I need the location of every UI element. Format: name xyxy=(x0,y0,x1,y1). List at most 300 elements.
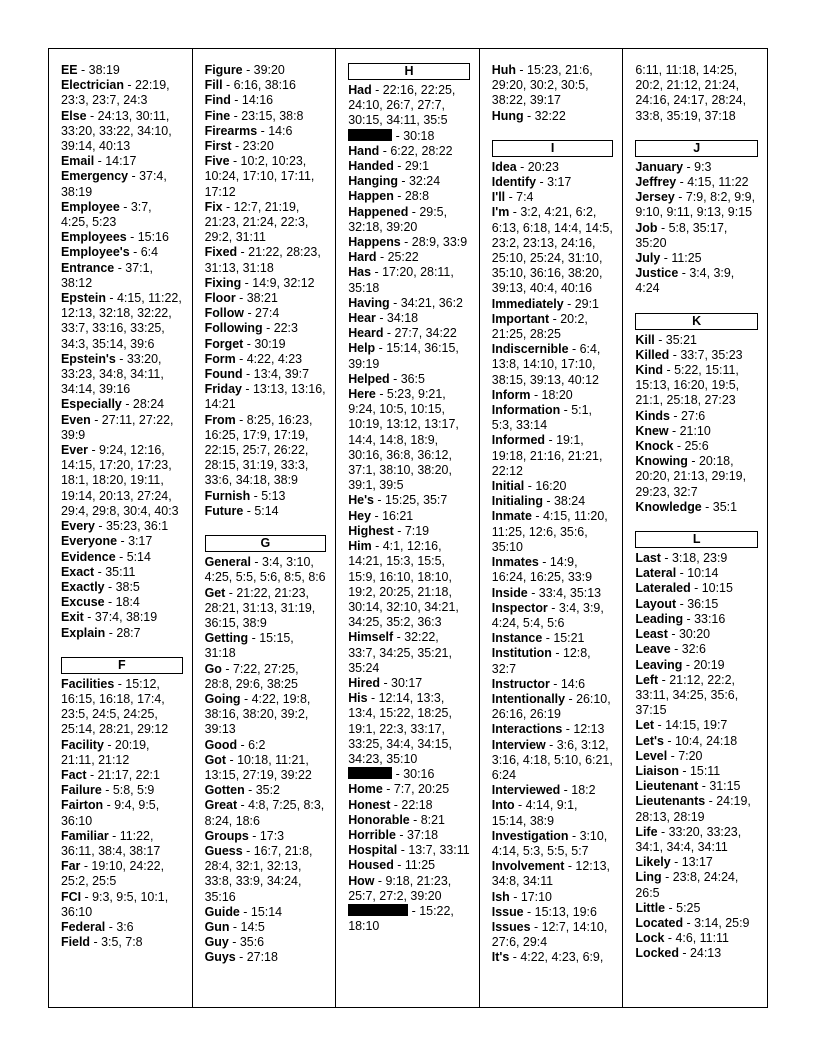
index-entry: Hand - 6:22, 28:22 xyxy=(348,143,453,158)
index-term: Indiscernible xyxy=(491,342,569,357)
index-entry: Kill - 35:21 xyxy=(635,332,697,347)
index-entry: Informed - 19:1, 19:18, 21:16, 21:21, 22:12 xyxy=(491,433,603,478)
index-entry: Jersey - 7:9, 8:2, 9:9, 9:10, 9:11, 9:13, 9:15 xyxy=(635,190,756,220)
index-entry: Go - 7:22, 27:25, 28:8, 29:6, 38:25 xyxy=(204,661,299,691)
page-line-refs: 9:3 xyxy=(694,159,712,174)
index-entry: Firearms - 14:6 xyxy=(204,123,293,138)
page-line-refs: 10:15 xyxy=(701,581,733,596)
index-term: Email xyxy=(61,154,95,169)
page-line-refs: 5:25 xyxy=(676,900,701,915)
index-entry: Job - 5:8, 35:17, 35:20 xyxy=(635,220,728,250)
index-term: January xyxy=(635,159,684,174)
index-term: Ever xyxy=(61,443,88,458)
index-term: Gotten xyxy=(204,783,245,798)
page-line-refs: 4:15, 11:20, 11:25, 12:6, 35:6, 35:10 xyxy=(491,509,608,554)
index-term: Leading xyxy=(635,611,684,626)
index-term: Hired xyxy=(348,675,380,690)
redaction-block xyxy=(348,129,392,141)
index-entry: Little - 5:25 xyxy=(635,900,701,915)
index-term: His xyxy=(348,691,368,706)
index-term: Institution xyxy=(491,646,552,661)
index-term: Into xyxy=(491,798,515,813)
index-term: Housed xyxy=(348,858,394,873)
page-line-refs: 14:5 xyxy=(240,919,265,934)
page-line-refs: 15:16 xyxy=(137,230,169,245)
index-term: Inside xyxy=(491,585,528,600)
index-entry: Interviewed - 18:2 xyxy=(491,783,596,798)
page-line-refs: 8:25, 16:23, 16:25, 17:9, 17:19, 22:15, 25:7, 26:22, 28:15, 31:19, 33:3, 33:6, 34:18, 38:9 xyxy=(204,412,313,488)
index-term: Issue xyxy=(491,904,524,919)
page-line-refs: 12:13, 34:8, 34:11 xyxy=(491,859,611,889)
index-entry: Interview - 3:6, 3:12, 3:16, 4:18, 5:10, 6:21, 6:24 xyxy=(491,737,613,782)
page-line-refs: 23:20 xyxy=(242,139,274,154)
page-line-refs: 31:15 xyxy=(709,779,741,794)
page-line-refs: 17:10 xyxy=(520,889,552,904)
index-entry: Idea - 20:23 xyxy=(491,159,559,174)
index-term: Guide xyxy=(204,904,240,919)
page-line-refs: 14:15, 19:7 xyxy=(665,718,728,733)
page-line-refs: 14:9, 32:12 xyxy=(252,275,315,290)
page-line-refs: 19:10, 24:22, 25:2, 25:5 xyxy=(61,859,165,889)
page-line-refs: 3:18, 23:9 xyxy=(672,551,728,566)
index-term: Jeffrey xyxy=(635,175,677,190)
page-line-refs: 32:22 xyxy=(534,108,566,123)
index-term: Heard xyxy=(348,326,384,341)
index-term: Fairton xyxy=(61,798,104,813)
index-term: Entrance xyxy=(61,260,115,275)
index-entry: Fix - 12:7, 21:19, 21:23, 21:24, 22:3, 29:2, 31:11 xyxy=(204,199,309,245)
index-entry: Forget - 30:19 xyxy=(204,336,286,351)
index-term: Emergency xyxy=(61,169,129,184)
page-line-refs: 29:5, 32:18, 39:20 xyxy=(348,204,448,234)
redaction-block xyxy=(348,767,392,779)
page-line-refs: 39:20 xyxy=(253,63,285,77)
index-term: Him xyxy=(348,539,372,554)
index-term: Horrible xyxy=(348,827,396,842)
index-term: Forget xyxy=(204,336,244,351)
page-line-refs: 4:22, 19:8, 38:16, 38:20, 39:2, 39:13 xyxy=(204,691,311,737)
index-entry: Ish - 17:10 xyxy=(491,889,552,904)
index-entry: Lateraled - 10:15 xyxy=(635,581,733,596)
index-term: Facility xyxy=(61,737,104,752)
index-entry: Getting - 15:15, 31:18 xyxy=(204,631,294,661)
page-line-refs: 37:1, 38:12 xyxy=(61,260,153,290)
page-line-refs: 9:3, 9:5, 10:1, 36:10 xyxy=(61,889,169,919)
index-term: Hung xyxy=(491,108,524,123)
index-term: Far xyxy=(61,859,81,874)
index-entry: Gotten - 35:2 xyxy=(204,783,280,798)
page-line-refs: 3:4, 3:9, 4:24, 5:4, 5:6 xyxy=(491,600,604,630)
index-entry: Every - 35:23, 36:1 xyxy=(61,519,169,534)
index-term: Having xyxy=(348,295,390,310)
index-entry: Handed - 29:1 xyxy=(348,159,430,174)
page-line-refs: 15:22, 18:10 xyxy=(348,903,454,934)
index-term: Hard xyxy=(348,250,377,265)
index-entry: Employee - 3:7, 4:25, 5:23 xyxy=(61,199,152,230)
index-term: Identify xyxy=(491,175,537,190)
index-entry: Housed - 11:25 xyxy=(348,858,436,873)
index-entry: Gun - 14:5 xyxy=(204,919,265,934)
index-term: Got xyxy=(204,752,227,767)
index-entry: Friday - 13:13, 13:16, 14:21 xyxy=(204,382,326,412)
index-entry: Email - 14:17 xyxy=(61,154,137,169)
index-entry: General - 3:4, 3:10, 4:25, 5:5, 5:6, 8:5, 8:6 xyxy=(204,555,326,585)
index-term: Figure xyxy=(204,63,243,77)
index-entry: Helped - 36:5 xyxy=(348,371,425,386)
page-line-refs: 38:21 xyxy=(246,291,278,306)
index-term: Here xyxy=(348,387,376,402)
index-entry: Into - 4:14, 9:1, 15:14, 38:9 xyxy=(491,798,578,828)
index-term: Initial xyxy=(491,479,525,494)
index-term: Huh xyxy=(491,63,516,77)
index-entry: Knowing - 20:18, 20:20, 21:13, 29:19, 29:23, 32:7 xyxy=(635,454,747,499)
index-entry: Five - 10:2, 10:23, 10:24, 17:10, 17:11, 17:12 xyxy=(204,154,315,199)
index-entry: Going - 4:22, 19:8, 38:16, 38:20, 39:2, 39:13 xyxy=(204,691,311,737)
index-term: Federal xyxy=(61,919,106,934)
index-term: Knock xyxy=(635,439,674,454)
index-term: Employees xyxy=(61,230,127,245)
page-line-refs: 21:12, 22:2, 33:11, 34:25, 35:6, 37:15 xyxy=(635,672,739,718)
page-line-refs: 9:18, 21:23, 25:7, 27:2, 39:20 xyxy=(348,873,452,903)
index-term: Important xyxy=(491,311,550,326)
index-term: Knowing xyxy=(635,454,688,469)
index-entry: Fixing - 14:9, 32:12 xyxy=(204,275,315,290)
index-term: Justice xyxy=(635,266,679,281)
index-term: Layout xyxy=(635,596,677,611)
index-entry: Honest - 22:18 xyxy=(348,797,433,812)
index-term: Great xyxy=(204,798,238,813)
page-line-refs: 3:10, 4:14, 5:3, 5:5, 5:7 xyxy=(491,828,608,858)
index-entry: Found - 13:4, 39:7 xyxy=(204,367,309,382)
page-line-refs: 25:22 xyxy=(387,250,419,265)
page-line-refs: 33:20, 33:23, 34:1, 34:4, 34:11 xyxy=(635,824,742,854)
index-term: Employee xyxy=(61,199,120,214)
index-entry: Exit - 37:4, 38:19 xyxy=(61,610,158,625)
index-entry: Future - 5:14 xyxy=(204,503,279,518)
index-term: Honest xyxy=(348,797,391,812)
page-line-refs: 6:2 xyxy=(248,737,266,752)
index-entry: Good - 6:2 xyxy=(204,737,266,752)
page-line-refs: 35:21 xyxy=(665,332,697,347)
index-entry: Ling - 23:8, 24:24, 26:5 xyxy=(635,870,739,900)
page-line-refs: 12:7, 21:19, 21:23, 21:24, 22:3, 29:2, 31:11 xyxy=(204,199,309,245)
index-entry: Emergency - 37:4, 38:19 xyxy=(61,169,167,199)
index-term: Firearms xyxy=(204,123,258,138)
index-term: Hanging xyxy=(348,174,398,189)
index-column-3 xyxy=(336,49,480,1007)
page-line-refs: 21:22, 28:23, 31:13, 31:18 xyxy=(204,245,321,275)
page-line-refs: 3:4, 3:9, 4:24 xyxy=(635,266,735,296)
page-line-refs: 10:2, 10:23, 10:24, 17:10, 17:11, 17:12 xyxy=(204,154,315,199)
page-line-refs: 29:1 xyxy=(574,296,599,311)
page-line-refs: 13:7, 33:11 xyxy=(408,843,470,858)
index-entry: Important - 20:2, 21:25, 28:25 xyxy=(491,311,588,342)
index-entry: Has - 17:20, 28:11, 35:18 xyxy=(348,265,454,295)
index-term: Every xyxy=(61,519,95,534)
index-term: It's xyxy=(491,950,510,965)
index-entry: Knock - 25:6 xyxy=(635,439,709,454)
index-term: Guy xyxy=(204,935,229,950)
index-entry: Else - 24:13, 30:11, 33:20, 33:22, 34:10, 39:14, 40:13 xyxy=(61,108,172,154)
page-line-refs: 11:25 xyxy=(404,858,436,873)
index-entry: Hey - 16:21 xyxy=(348,508,414,523)
page-line-refs: 7:7, 20:25 xyxy=(393,782,450,797)
page-line-refs: 28:9, 33:9 xyxy=(411,235,468,250)
page-line-refs: 3:2, 4:21, 6:2, 6:13, 6:18, 14:4, 14:5, 23:2, 23:13, 24:16, 25:10, 25:24, 31:10, 35:10, 36:16, 38:20, 39:13, 40:4, 40:16 xyxy=(491,205,613,296)
index-entry: Entrance - 37:1, 38:12 xyxy=(61,260,153,290)
page-line-refs: 14:17 xyxy=(105,154,137,169)
index-column-2 xyxy=(193,49,337,1007)
index-entry: Happened - 29:5, 32:18, 39:20 xyxy=(348,204,448,234)
index-entry: Immediately - 29:1 xyxy=(491,296,599,311)
index-term: Exit xyxy=(61,610,84,625)
index-term: Happens xyxy=(348,235,401,250)
index-entry: Hung - 32:22 xyxy=(491,108,566,123)
index-entry: Facilities - 15:12, 16:15, 16:18, 17:4, 23:5, 24:5, 24:25, 25:14, 28:21, 29:12 xyxy=(61,676,169,737)
page-line-refs: 18:20 xyxy=(541,387,573,402)
index-term: Getting xyxy=(204,631,249,646)
page-line-refs: 11:25 xyxy=(671,251,702,266)
index-entry: How - 9:18, 21:23, 25:7, 27:2, 39:20 xyxy=(348,873,452,903)
index-entry: Knew - 21:10 xyxy=(635,423,711,438)
index-term: I'm xyxy=(491,205,510,220)
page-line-refs: 21:10 xyxy=(679,423,711,438)
index-entry: Likely - 13:17 xyxy=(635,855,713,870)
index-entry: Help - 15:14, 36:15, 39:19 xyxy=(348,341,459,371)
index-entry: Last - 3:18, 23:9 xyxy=(635,551,728,566)
index-term: Idea xyxy=(491,159,517,174)
index-term: Level xyxy=(635,748,668,763)
page-line-refs: 4:15, 11:22, 12:13, 32:18, 32:22, 33:7, 33:16, 33:25, 34:3, 35:14, 39:6 xyxy=(61,291,182,351)
index-entry: Locked - 24:13 xyxy=(635,946,722,961)
index-entry: From - 8:25, 16:23, 16:25, 17:9, 17:19, 22:15, 25:7, 26:22, 28:15, 31:19, 33:3, 33:6, 34:18, 38:9 xyxy=(204,412,313,488)
index-term: Has xyxy=(348,265,372,280)
index-term: Knew xyxy=(635,423,669,438)
index-term: Lock xyxy=(635,931,665,946)
index-entry: Figure - 39:20 xyxy=(204,63,285,77)
page-line-refs: 9:24, 12:16, 14:15, 17:20, 17:23, 18:1, 18:20, 19:11, 19:14, 20:13, 27:24, 29:4, 29:8, 30:4, 40:3 xyxy=(61,443,179,518)
page-line-refs: 34:21, 36:2 xyxy=(400,295,463,310)
index-entry: Epstein's - 33:20, 33:23, 34:8, 34:11, 34:14, 39:16 xyxy=(61,351,164,397)
index-term: Everyone xyxy=(61,534,117,549)
index-term: Lateraled xyxy=(635,581,691,596)
page-line-refs: 3:5, 7:8 xyxy=(101,935,143,950)
page-line-refs: 32:24 xyxy=(409,174,441,189)
page-line-refs: 16:21 xyxy=(382,508,414,523)
page-line-refs: 26:10, 26:16, 26:19 xyxy=(491,691,611,722)
page-line-refs: 38:19 xyxy=(88,63,120,77)
index-entry: Floor - 38:21 xyxy=(204,291,278,306)
index-term: Investigation xyxy=(491,828,569,843)
index-entry: Interactions - 12:13 xyxy=(491,722,605,737)
page-line-refs: 5:8, 5:9 xyxy=(112,783,155,798)
page-line-refs: 28:7 xyxy=(116,625,141,640)
index-entry: Investigation - 3:10, 4:14, 5:3, 5:5, 5:7 xyxy=(491,828,608,858)
index-entry: Knowledge - 35:1 xyxy=(635,499,737,514)
index-term: Guys xyxy=(204,950,236,965)
index-term: Hand xyxy=(348,143,380,158)
page-line-refs: 15:21 xyxy=(553,631,585,646)
index-entry: Liaison - 15:11 xyxy=(635,763,721,778)
page-line-refs: 30:19 xyxy=(254,336,286,351)
page-line-refs: 37:4, 38:19 xyxy=(94,610,158,625)
index-entry: Great - 4:8, 7:25, 8:3, 8:24, 18:6 xyxy=(204,798,325,828)
index-column-4 xyxy=(480,49,624,1007)
index-entry: Field - 3:5, 7:8 xyxy=(61,935,143,950)
index-term: General xyxy=(204,555,251,570)
index-term: Five xyxy=(204,154,230,169)
index-entry: Here - 5:23, 9:21, 9:24, 10:5, 10:15, 10:19, 13:12, 13:17, 14:4, 14:8, 18:9, 30:16, 36:8, 36:12, 37:1, 38:10, 38:20, 39:1, 39:5 xyxy=(348,387,459,493)
page-line-refs: 3:6 xyxy=(116,919,134,934)
index-entry: Inspector - 3:4, 3:9, 4:24, 5:4, 5:6 xyxy=(491,600,604,630)
index-entry: Explain - 28:7 xyxy=(61,625,141,640)
index-term: Fixing xyxy=(204,275,242,290)
index-entry: Ever - 9:24, 12:16, 14:15, 17:20, 17:23, 18:1, 18:20, 19:11, 19:14, 20:13, 27:24, 29:4, 29:8, 30:4, 40:3 xyxy=(61,443,179,518)
page-line-refs: 16:7, 21:8, 28:4, 32:1, 32:13, 33:8, 33:9, 34:24, 35:16 xyxy=(204,843,313,904)
index-entry: Had - 22:16, 22:25, 24:10, 26:7, 27:7, 30:15, 34:11, 35:5 xyxy=(348,83,456,128)
index-term: Initialing xyxy=(491,494,543,509)
page-line-refs: 35:11 xyxy=(105,564,136,579)
page-line-refs: 10:18, 11:21, 13:15, 27:19, 39:22 xyxy=(204,752,312,782)
index-term: Liaison xyxy=(635,763,679,778)
section-letter-i: I xyxy=(492,140,614,157)
index-term: Let's xyxy=(635,733,664,748)
index-entry: Far - 19:10, 24:22, 25:2, 25:5 xyxy=(61,859,165,889)
page-line-refs: 30:18 xyxy=(403,128,435,143)
index-entry: Fine - 23:15, 38:8 xyxy=(204,108,304,123)
page-line-refs: 13:4, 39:7 xyxy=(253,367,309,382)
index-term: I'll xyxy=(491,190,506,205)
page-line-refs: 28:8 xyxy=(404,189,430,204)
index-term: Following xyxy=(204,321,263,336)
index-entry: Excuse - 18:4 xyxy=(61,595,140,610)
index-term: Fine xyxy=(204,108,231,123)
page-line-refs: 24:13 xyxy=(689,946,722,961)
page-line-refs: 6:4 xyxy=(140,245,158,260)
page-line-refs: 3:4, 3:10, 4:25, 5:5, 5:6, 8:5, 8:6 xyxy=(204,555,326,585)
page-line-refs: 33:20, 33:23, 34:8, 34:11, 34:14, 39:16 xyxy=(61,351,164,397)
index-entry: Guess - 16:7, 21:8, 28:4, 32:1, 32:13, 33:8, 33:9, 34:24, 35:16 xyxy=(204,843,313,904)
index-term: Happen xyxy=(348,189,394,204)
index-term: Killed xyxy=(635,347,670,362)
index-column-5 xyxy=(623,49,767,1007)
index-entry: Left - 21:12, 22:2, 33:11, 34:25, 35:6, 37:15 xyxy=(635,672,739,718)
page-line-refs: 4:1, 12:16, 14:21, 15:3, 15:5, 15:9, 16:10, 18:10, 19:2, 20:25, 21:18, 30:14, 32:10, 34:21, 34:25, 35:2, 36:3 xyxy=(348,539,459,630)
index-term: Floor xyxy=(204,291,236,306)
section-letter-h: H xyxy=(348,63,470,80)
page-line-refs: 27:11, 27:22, 39:9 xyxy=(61,412,174,442)
index-entry: Leave - 32:6 xyxy=(635,642,706,657)
index-entry: Layout - 36:15 xyxy=(635,596,719,611)
index-entry: Killed - 33:7, 35:23 xyxy=(635,347,743,362)
index-term: July xyxy=(635,251,661,266)
index-entry: Form - 4:22, 4:23 xyxy=(204,351,303,366)
index-entry: Leaving - 20:19 xyxy=(635,657,725,672)
index-entry: Instructor - 14:6 xyxy=(491,676,586,691)
page-line-refs: 36:15 xyxy=(687,596,719,611)
page-line-refs: 4:22, 4:23 xyxy=(246,351,303,366)
page-line-refs: 19:1, 19:18, 21:16, 21:21, 22:12 xyxy=(491,433,603,478)
page-line-refs: 14:6 xyxy=(268,123,293,138)
page-line-refs: 6:22, 28:22 xyxy=(390,143,453,158)
index-entry: Jeffrey - 4:15, 11:22 xyxy=(635,175,749,190)
page-line-refs: 5:1, 5:3, 33:14 xyxy=(491,403,592,433)
page-line-refs: 12:13 xyxy=(573,722,605,737)
index-entry: Federal - 3:6 xyxy=(61,919,134,934)
index-term: He's xyxy=(348,493,374,508)
index-term: Interview xyxy=(491,737,546,752)
index-entry: Inside - 33:4, 35:13 xyxy=(491,585,602,600)
index-entry: Hanging - 32:24 xyxy=(348,174,441,189)
index-entry: Inmate - 4:15, 11:20, 11:25, 12:6, 35:6, 35:10 xyxy=(491,509,608,554)
index-term: From xyxy=(204,412,236,427)
page-line-refs: 7:20 xyxy=(678,748,703,763)
page-line-refs: 5:14 xyxy=(254,503,279,518)
index-entry: Employee's - 6:4 xyxy=(61,245,158,260)
index-term: Inmate xyxy=(491,509,532,524)
index-entry: Inform - 18:20 xyxy=(491,387,573,402)
page-line-refs: 10:14 xyxy=(687,566,719,581)
index-term: Left xyxy=(635,672,659,687)
index-term: Job xyxy=(635,220,658,235)
page-line-refs: 6:4, 13:8, 14:10, 17:10, 38:15, 39:13, 40:12 xyxy=(491,342,601,387)
index-entry: It's - 4:22, 4:23, 6:9, xyxy=(491,950,604,965)
index-entry: Especially - 28:24 xyxy=(61,397,165,412)
page-line-refs: 13:17 xyxy=(681,855,713,870)
index-entry: Exactly - 38:5 xyxy=(61,579,140,594)
page-line-refs: 23:8, 24:24, 26:5 xyxy=(635,870,739,900)
index-entry: Indiscernible - 6:4, 13:8, 14:10, 17:10, 38:15, 39:13, 40:12 xyxy=(491,342,601,387)
index-term: Locked xyxy=(635,946,679,961)
index-entry: Information - 5:1, 5:3, 33:14 xyxy=(491,403,592,433)
index-term: Find xyxy=(204,93,231,108)
index-entry: Inmates - 14:9, 16:24, 16:25, 33:9 xyxy=(491,555,593,585)
index-entry: Fairton - 9:4, 9:5, 36:10 xyxy=(61,798,160,828)
page-line-refs: 23:15, 38:8 xyxy=(241,108,304,123)
page-line-refs: 35:23, 36:1 xyxy=(105,519,169,534)
page-line-refs: 5:14 xyxy=(126,549,151,564)
index-entry: Lock - 4:6, 11:11 xyxy=(635,931,729,946)
page-line-refs: 15:13, 19:6 xyxy=(534,904,597,919)
index-term: Failure xyxy=(61,783,102,798)
page-line-refs: 27:7, 34:22 xyxy=(394,326,457,341)
index-entry: Lateral - 10:14 xyxy=(635,566,719,581)
page-line-refs: 3:17 xyxy=(547,175,572,190)
page-line-refs: 22:16, 22:25, 24:10, 26:7, 27:7, 30:15, 34:11, 35:5 xyxy=(348,83,456,128)
index-entry: Failure - 5:8, 5:9 xyxy=(61,783,155,798)
index-term: Inmates xyxy=(491,555,539,570)
index-term: Fixed xyxy=(204,245,238,260)
index-entry: Hospital - 13:7, 33:11 xyxy=(348,843,470,858)
page-line-refs: 32:22, 33:7, 34:25, 35:21, 35:24 xyxy=(348,630,452,675)
index-entry: Home - 7:7, 20:25 xyxy=(348,782,450,797)
page-line-refs: 6:16, 38:16 xyxy=(233,78,296,93)
index-entry: Hard - 25:22 xyxy=(348,250,419,265)
index-term: Little xyxy=(635,900,666,915)
index-term: Instance xyxy=(491,631,543,646)
index-term: Intentionally xyxy=(491,691,566,706)
page-line-refs: 36:5 xyxy=(400,371,425,386)
index-entry: He's - 15:25, 35:7 xyxy=(348,493,448,508)
index-term: Fix xyxy=(204,199,223,214)
page-line-refs: 20:2, 21:25, 28:25 xyxy=(491,311,588,342)
index-term: Groups xyxy=(204,828,249,843)
index-term: Informed xyxy=(491,433,545,448)
index-entry: January - 9:3 xyxy=(635,159,712,174)
index-entry: Huh - 15:23, 21:6, 29:20, 30:2, 30:5, 38:22, 39:17 xyxy=(491,63,593,108)
page-line-refs: 4:8, 7:25, 8:3, 8:24, 18:6 xyxy=(204,798,325,828)
page-line-refs: 15:11 xyxy=(689,763,721,778)
